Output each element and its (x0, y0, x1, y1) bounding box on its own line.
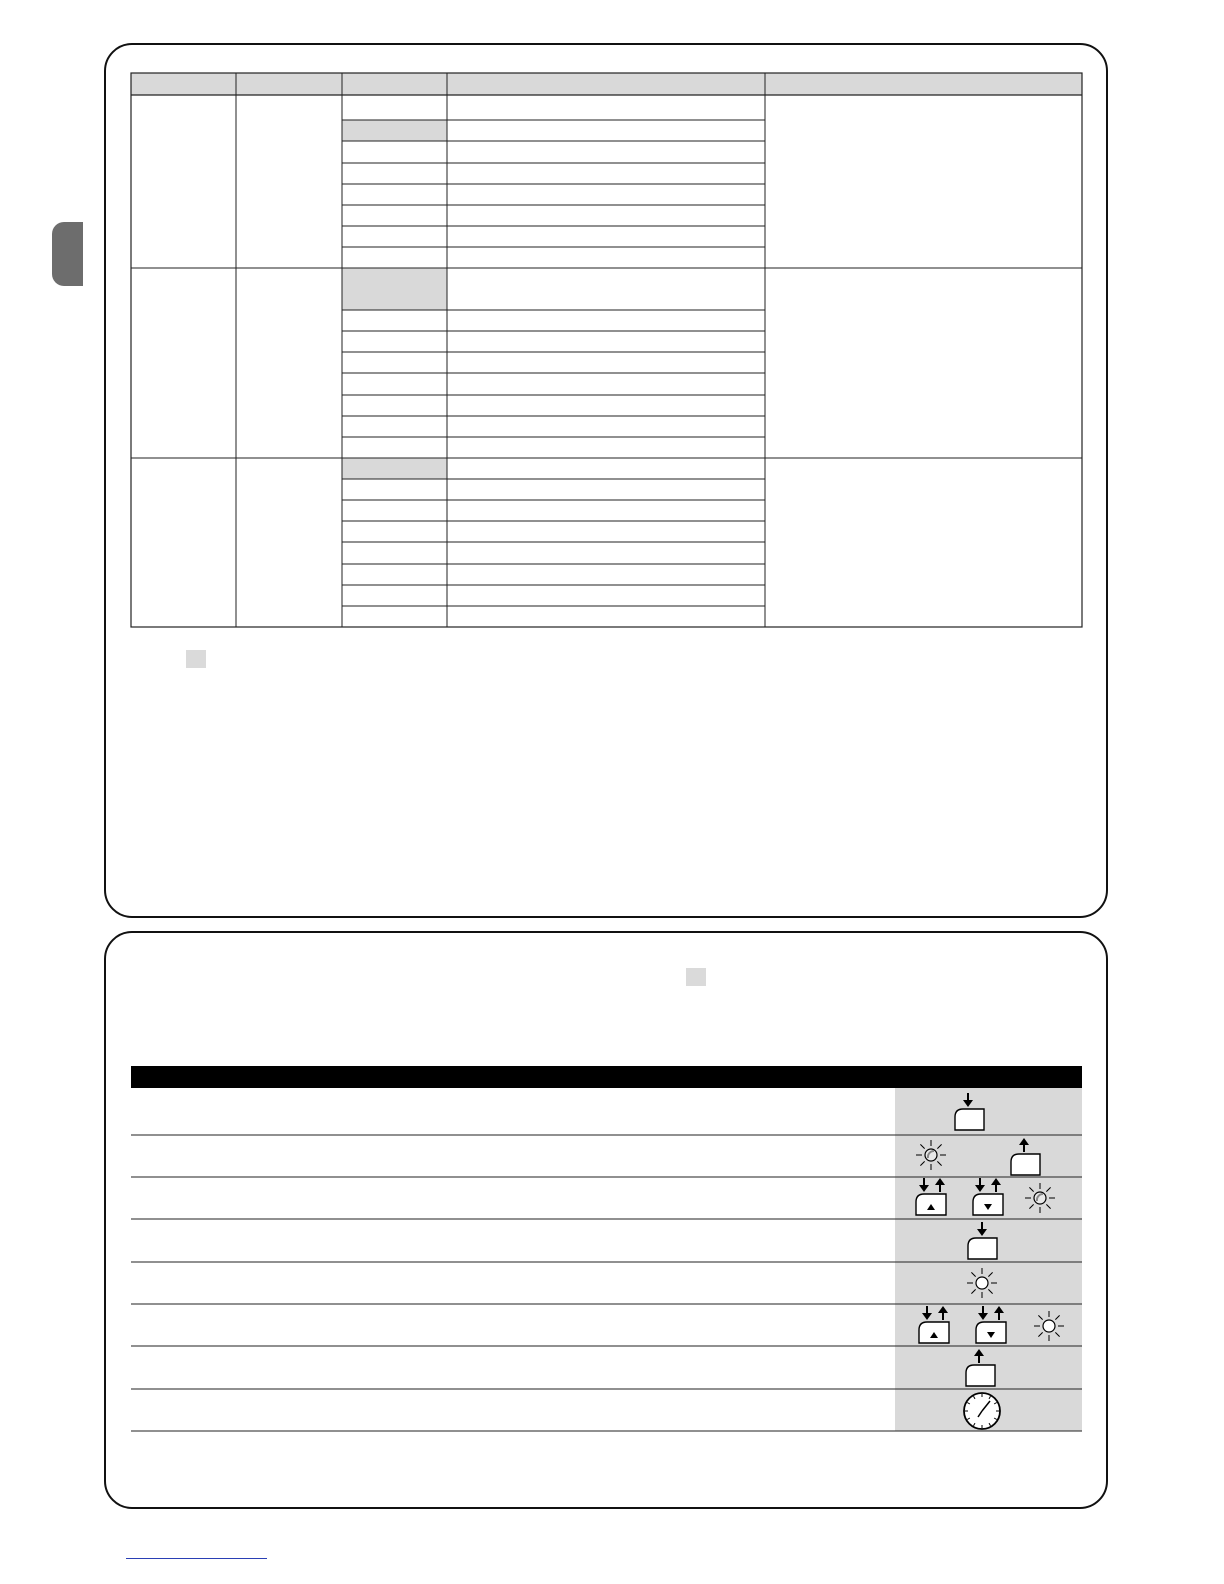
highlighted-value-cell (342, 120, 447, 141)
procedure-step-5-icons (967, 1268, 997, 1298)
procedure-step-8-icons (964, 1393, 1000, 1429)
highlighted-value-cell (342, 458, 447, 479)
procedure-header-bar (131, 1066, 1082, 1088)
table-border (131, 73, 1082, 627)
table-header-row (131, 73, 1082, 95)
highlighted-value-cell (342, 268, 447, 310)
